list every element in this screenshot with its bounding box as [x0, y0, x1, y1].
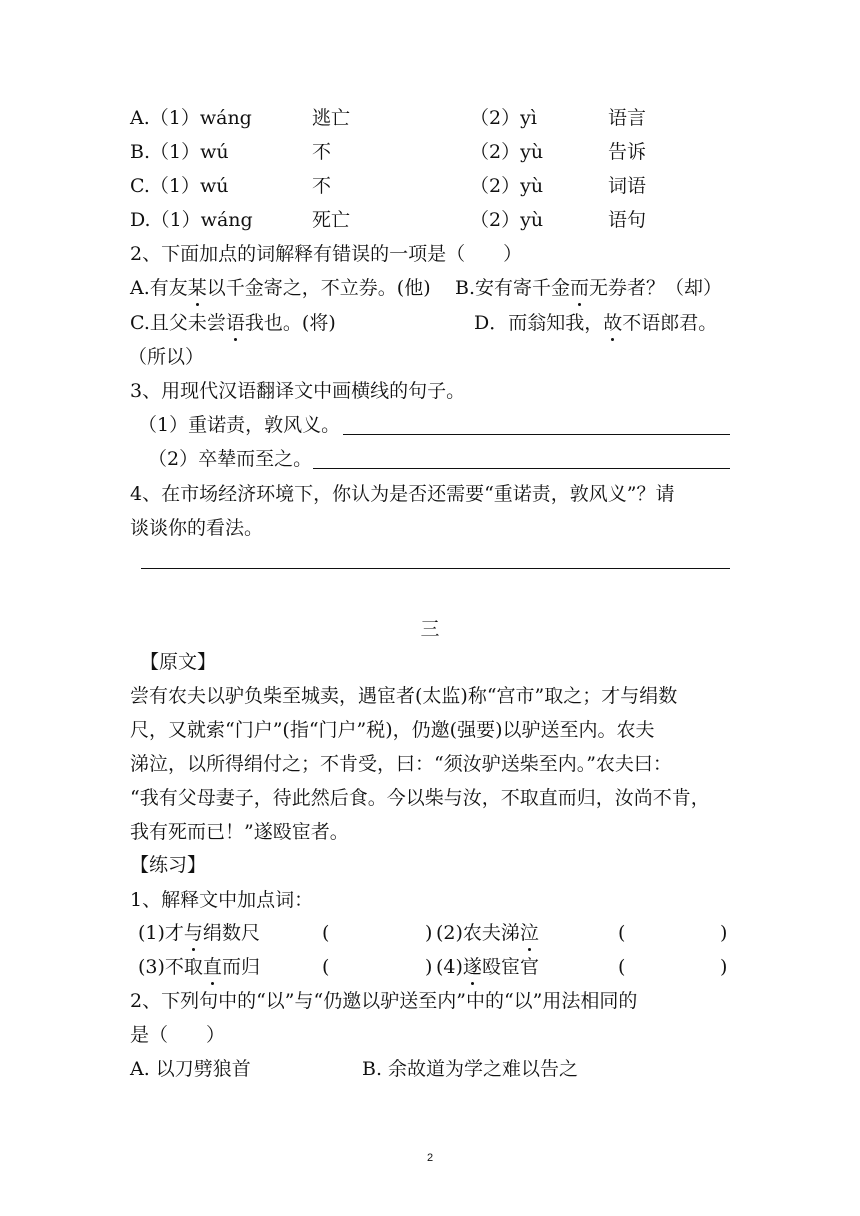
q2-a-dotted-word: 某 — [187, 277, 207, 299]
q2-d-post: 不语郎君。 — [622, 312, 718, 334]
ex2-stem-line-1: 2、下列句中的“以”与“仍邀以驴送至内”中的“以”用法相同的 — [130, 990, 638, 1012]
q2-option-d — [474, 311, 717, 335]
ex1-item-2-close-paren: ) — [720, 922, 728, 944]
ex1-stem: 1、解释文中加点词： — [130, 889, 314, 911]
ex1-item-4 — [436, 955, 539, 979]
q1-b-pinyin1: B.（1）wú — [130, 141, 229, 163]
q4-answer-line[interactable] — [141, 568, 730, 569]
q1-a-meaning1: 逃亡 — [312, 107, 351, 129]
q1-d-pinyin2: （2）yù — [470, 209, 544, 231]
q3-sentence-1: （1）重诺责，敦风义。 — [138, 414, 341, 436]
q2-b-post: 无券者？（却） — [589, 277, 723, 299]
ex1-item-2-dotted-word: 泣 — [519, 922, 539, 944]
ex1-item-1 — [138, 921, 260, 945]
q2-d-pre: D．而翁知我， — [474, 312, 604, 334]
original-text-line-2: 尺，又就索“门户”(指“门户”税)，仍邀(强要)以驴送至内。农夫 — [130, 719, 655, 741]
q2-option-d-cont: （所以） — [128, 346, 205, 368]
ex1-item-3-dotted-word: 直 — [202, 956, 222, 978]
q3-answer-line-2[interactable] — [313, 468, 730, 469]
ex1-item-1-close-paren: ) — [425, 922, 433, 944]
ex1-item-3-pre: (3)不取 — [138, 956, 203, 978]
q1-a-pinyin2: （2）yì — [470, 107, 537, 129]
q2-option-b — [455, 276, 722, 300]
ex1-item-4-close-paren: ) — [720, 956, 728, 978]
ex2-option-b: B. 余故道为学之难以告之 — [362, 1058, 579, 1080]
section-title: 三 — [420, 618, 440, 640]
q1-c-pinyin1: C.（1）wú — [130, 175, 229, 197]
q2-b-dotted-word: 而 — [570, 277, 590, 299]
original-text-line-4: “我有父母妻子，待此然后食。今以柴与汝，不取直而归，汝尚不肯， — [130, 787, 710, 809]
q1-c-meaning2: 词语 — [608, 175, 647, 197]
q4-line-2: 谈谈你的看法。 — [130, 517, 264, 539]
ex1-item-1-dotted-word: 与 — [183, 922, 203, 944]
ex1-item-4-post: 殴宦官 — [481, 956, 539, 978]
page-number: 2 — [426, 1152, 434, 1164]
q1-c-meaning1: 不 — [312, 175, 332, 197]
q2-d-dotted-word: 故 — [603, 312, 623, 334]
ex1-item-3-post: 而归 — [221, 956, 260, 978]
ex1-item-4-pre: (4) — [436, 956, 463, 978]
q2-b-pre: B.安有寄千金 — [455, 277, 571, 299]
original-text-label: 【原文】 — [140, 651, 217, 673]
ex1-item-3-close-paren: ) — [425, 956, 433, 978]
exercise-label: 【练习】 — [130, 854, 207, 876]
q1-a-pinyin1: A.（1）wáng — [130, 107, 252, 129]
ex2-option-a: A. 以刀劈狼首 — [130, 1058, 251, 1080]
q1-d-meaning1: 死亡 — [312, 209, 351, 231]
q2-option-c — [130, 311, 336, 335]
original-text-line-1: 尝有农夫以驴负柴至城卖，遇宦者(太监)称“宫市”取之；才与绢数 — [130, 685, 678, 707]
q2-option-a — [130, 276, 431, 300]
ex1-item-3 — [138, 955, 260, 979]
q2-c-pre: C.且父未尝 — [130, 312, 226, 334]
q1-c-pinyin2: （2）yù — [470, 175, 544, 197]
ex1-item-3-open-paren: ( — [322, 956, 330, 978]
original-text-line-5: 我有死而已！”遂殴宦者。 — [130, 821, 349, 843]
q3-sentence-2: （2）卒辇而至之。 — [148, 448, 313, 470]
original-text-line-3: 涕泣，以所得绢付之；不肯受，曰：“须汝驴送柴至内。”农夫曰： — [130, 753, 672, 775]
ex1-item-2 — [436, 921, 539, 945]
q2-a-pre: A.有友 — [130, 277, 188, 299]
q3-stem: 3、用现代汉语翻译文中画横线的句子。 — [130, 380, 466, 402]
q1-a-meaning2: 语言 — [608, 107, 647, 129]
ex1-item-4-open-paren: ( — [618, 956, 626, 978]
q1-b-meaning2: 告诉 — [608, 141, 647, 163]
q2-a-post: 以千金寄之，不立券。(他) — [206, 277, 431, 299]
ex1-item-4-dotted-word: 遂 — [462, 956, 482, 978]
q3-answer-line-1[interactable] — [343, 434, 730, 435]
ex1-item-2-pre: (2)农夫涕 — [436, 922, 520, 944]
ex1-item-1-open-paren: ( — [322, 922, 330, 944]
ex1-item-1-post: 绢数尺 — [202, 922, 260, 944]
q2-c-post: 我也。(将) — [244, 312, 336, 334]
q2-stem: 2、下面加点的词解释有错误的一项是（ ） — [130, 243, 523, 265]
q2-c-dotted-word: 语 — [225, 312, 245, 334]
q1-d-pinyin1: D.（1）wáng — [130, 209, 253, 231]
ex1-item-1-pre: (1)才 — [138, 922, 184, 944]
q1-b-meaning1: 不 — [312, 141, 332, 163]
ex2-stem-line-2: 是（ ） — [130, 1024, 226, 1046]
q1-b-pinyin2: （2）yù — [470, 141, 544, 163]
ex1-item-2-open-paren: ( — [618, 922, 626, 944]
q4-line-1: 4、在市场经济环境下，你认为是否还需要“重诺责，敦风义”？请 — [130, 483, 675, 505]
q1-d-meaning2: 语句 — [608, 209, 647, 231]
